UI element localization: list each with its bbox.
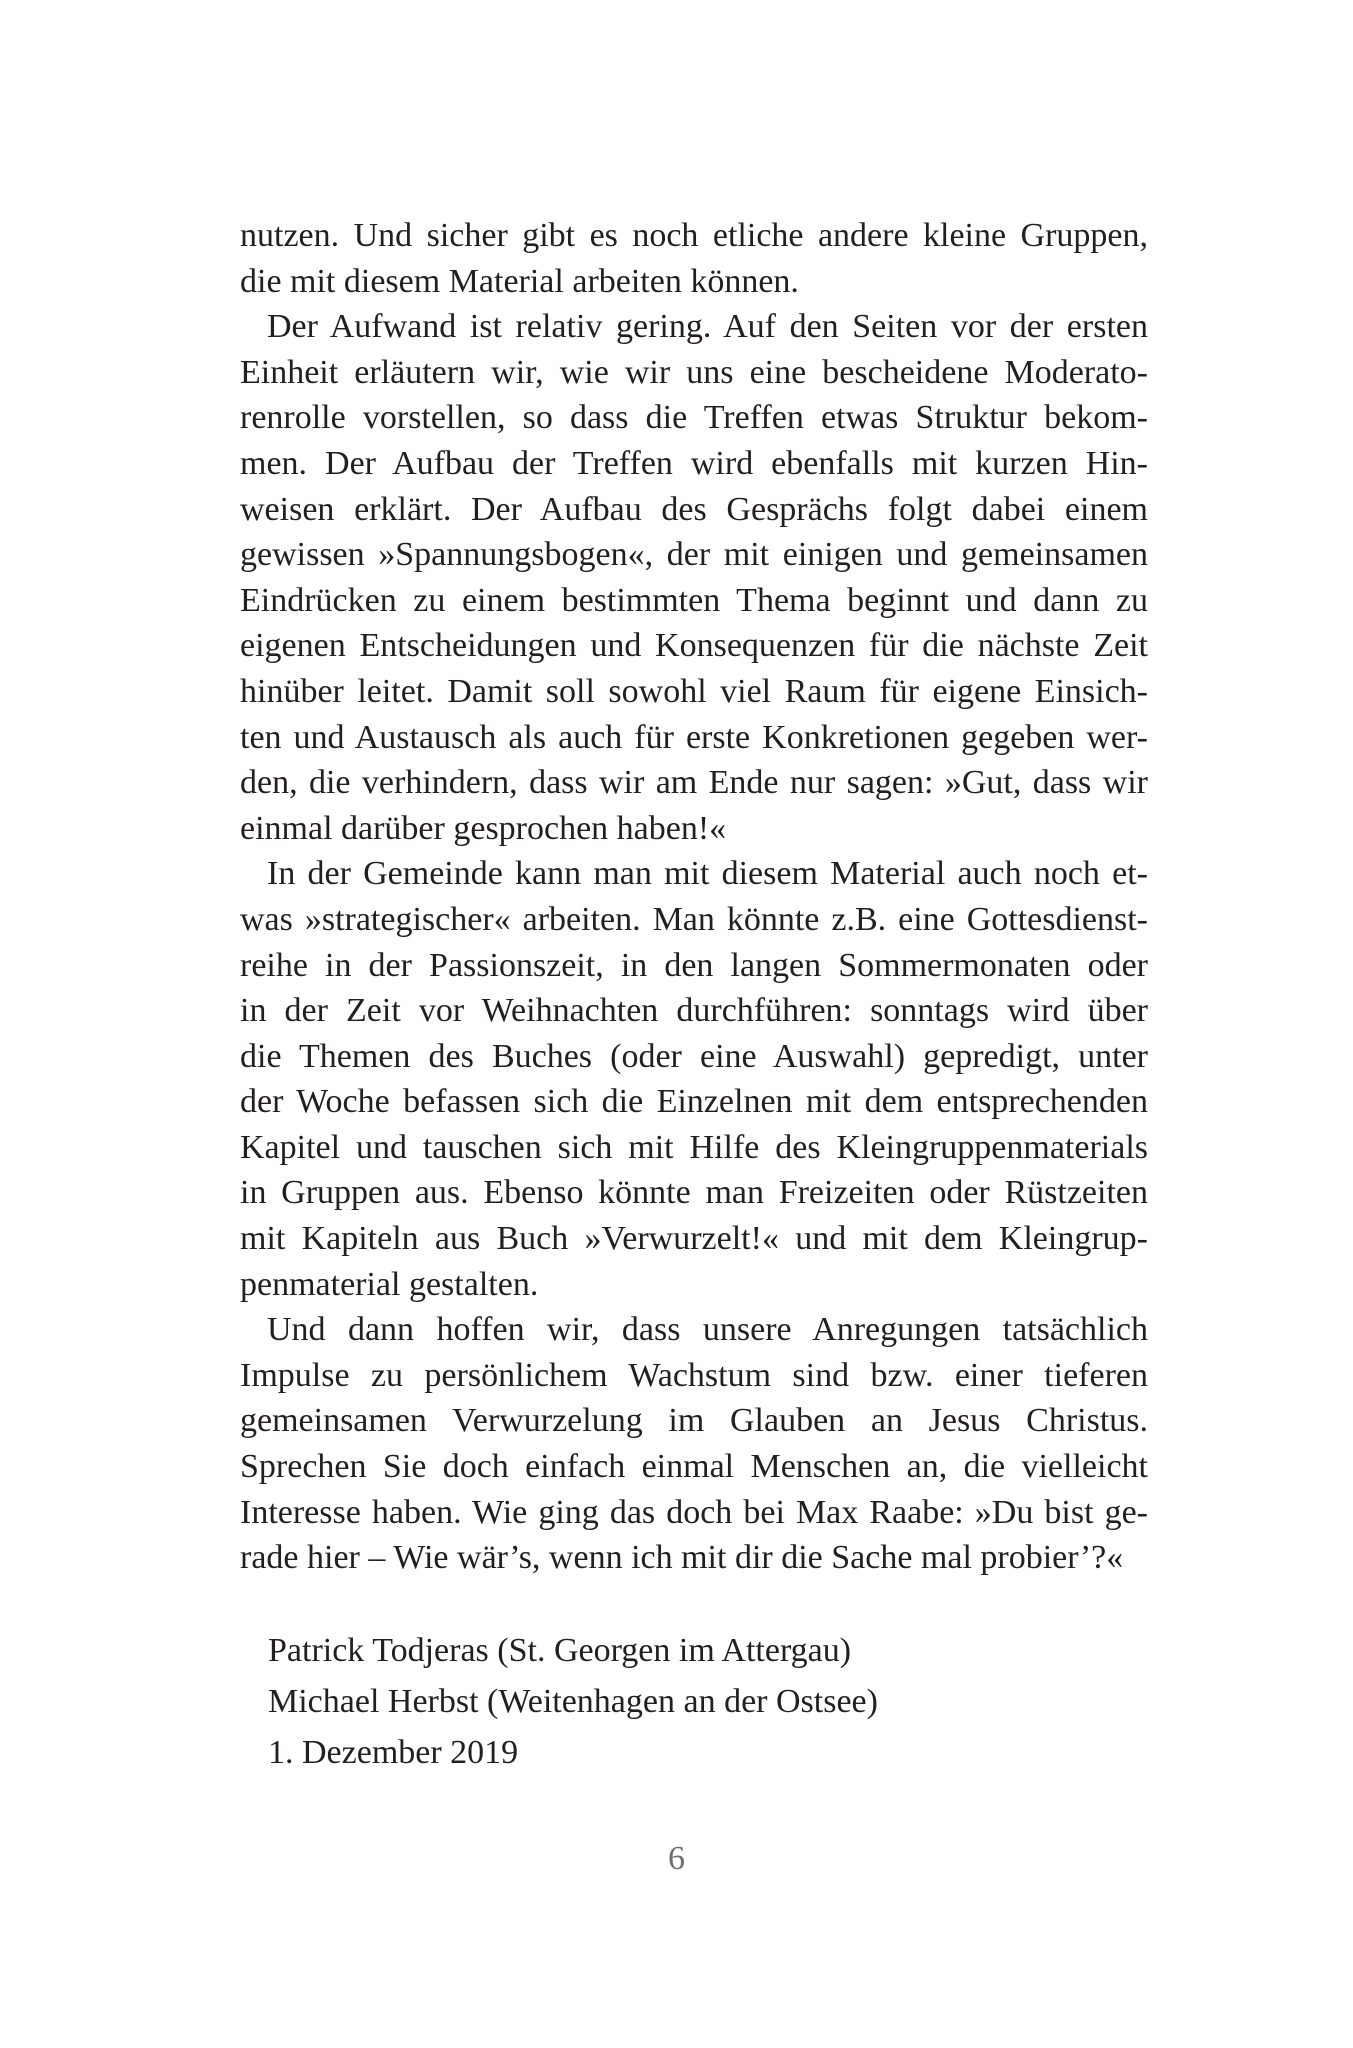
text-line: In der Gemeinde kann man mit diesem Material auch noch et-	[267, 855, 1148, 893]
text-line: eigenen Entscheidungen und Konsequenzen für die nächste Zeit	[240, 627, 1148, 665]
text-line: nutzen. Und sicher gibt es noch etliche andere kleine Gruppen,	[240, 217, 1148, 254]
text-line: in Gruppen aus. Ebenso könnte man Freizeiten oder Rüstzeiten	[240, 1174, 1148, 1212]
text-line: gewissen »Spannungsbogen«, der mit einigen und gemeinsamen	[240, 536, 1148, 574]
text-line: hinüber leitet. Damit soll sowohl viel Raum für eigene Einsich-	[240, 672, 1148, 710]
body-text	[240, 213, 1148, 1581]
text-line: Der Aufwand ist relativ gering. Auf den Seiten vor der ersten	[267, 308, 1148, 346]
text-line: Und dann hoffen wir, dass unsere Anregungen tatsächlich	[267, 1311, 1148, 1349]
text-line: Interesse haben. Wie ging das doch bei Max Raabe: »Du bist ge-	[240, 1493, 1148, 1531]
page-number: 6	[668, 1840, 685, 1877]
text-line: die mit diesem Material arbeiten können.	[240, 262, 799, 300]
text-line: rade hier – Wie wär’s, wenn ich mit dir die Sache mal probier’?«	[240, 1539, 1124, 1577]
text-line: in der Zeit vor Weihnachten durchführen: sonntags wird über	[240, 992, 1148, 1030]
text-line: ten und Austausch als auch für erste Konkretionen gegeben wer-	[240, 718, 1148, 756]
text-line: penmaterial gestalten.	[240, 1265, 539, 1303]
text-line: Impulse zu persönlichem Wachstum sind bzw. einer tieferen	[240, 1356, 1148, 1394]
signature-block	[268, 1625, 878, 1778]
text-line: weisen erklärt. Der Aufbau des Gesprächs folgt dabei einem	[240, 490, 1148, 528]
text-line: was »strategischer« arbeiten. Man könnte z.B. eine Gottesdienst-	[240, 900, 1148, 938]
text-line: Sprechen Sie doch einfach einmal Menschen an, die vielleicht	[240, 1448, 1148, 1486]
text-line: die Themen des Buches (oder eine Auswahl) gepredigt, unter	[240, 1037, 1148, 1075]
text-line: Kapitel und tauschen sich mit Hilfe des Kleingruppenmaterials	[240, 1128, 1148, 1166]
text-line: Eindrücken zu einem bestimmten Thema beginnt und dann zu	[240, 581, 1148, 619]
text-line: gemeinsamen Verwurzelung im Glauben an Jesus Christus.	[240, 1402, 1148, 1440]
text-line: einmal darüber gesprochen haben!«	[240, 809, 727, 847]
text-line: men. Der Aufbau der Treffen wird ebenfalls mit kurzen Hin-	[240, 444, 1148, 482]
author-todjeras: Patrick Todjeras (St. Georgen im Attergau)	[268, 1632, 852, 1669]
text-line: der Woche befassen sich die Einzelnen mit dem entsprechenden	[240, 1083, 1148, 1121]
text-line: Einheit erläutern wir, wie wir uns eine bescheidene Moderato-	[240, 353, 1148, 391]
author-herbst: Michael Herbst (Weitenhagen an der Ostsee)	[268, 1683, 878, 1720]
text-line: den, die verhindern, dass wir am Ende nur sagen: »Gut, dass wir	[240, 764, 1148, 802]
text-line: renrolle vorstellen, so dass die Treffen etwas Struktur bekom-	[240, 399, 1148, 437]
signature-date: 1. Dezember 2019	[268, 1734, 519, 1771]
text-line: reihe in der Passionszeit, in den langen Sommermonaten oder	[240, 946, 1148, 984]
text-line: mit Kapiteln aus Buch »Verwurzelt!« und mit dem Kleingrup-	[240, 1220, 1148, 1258]
